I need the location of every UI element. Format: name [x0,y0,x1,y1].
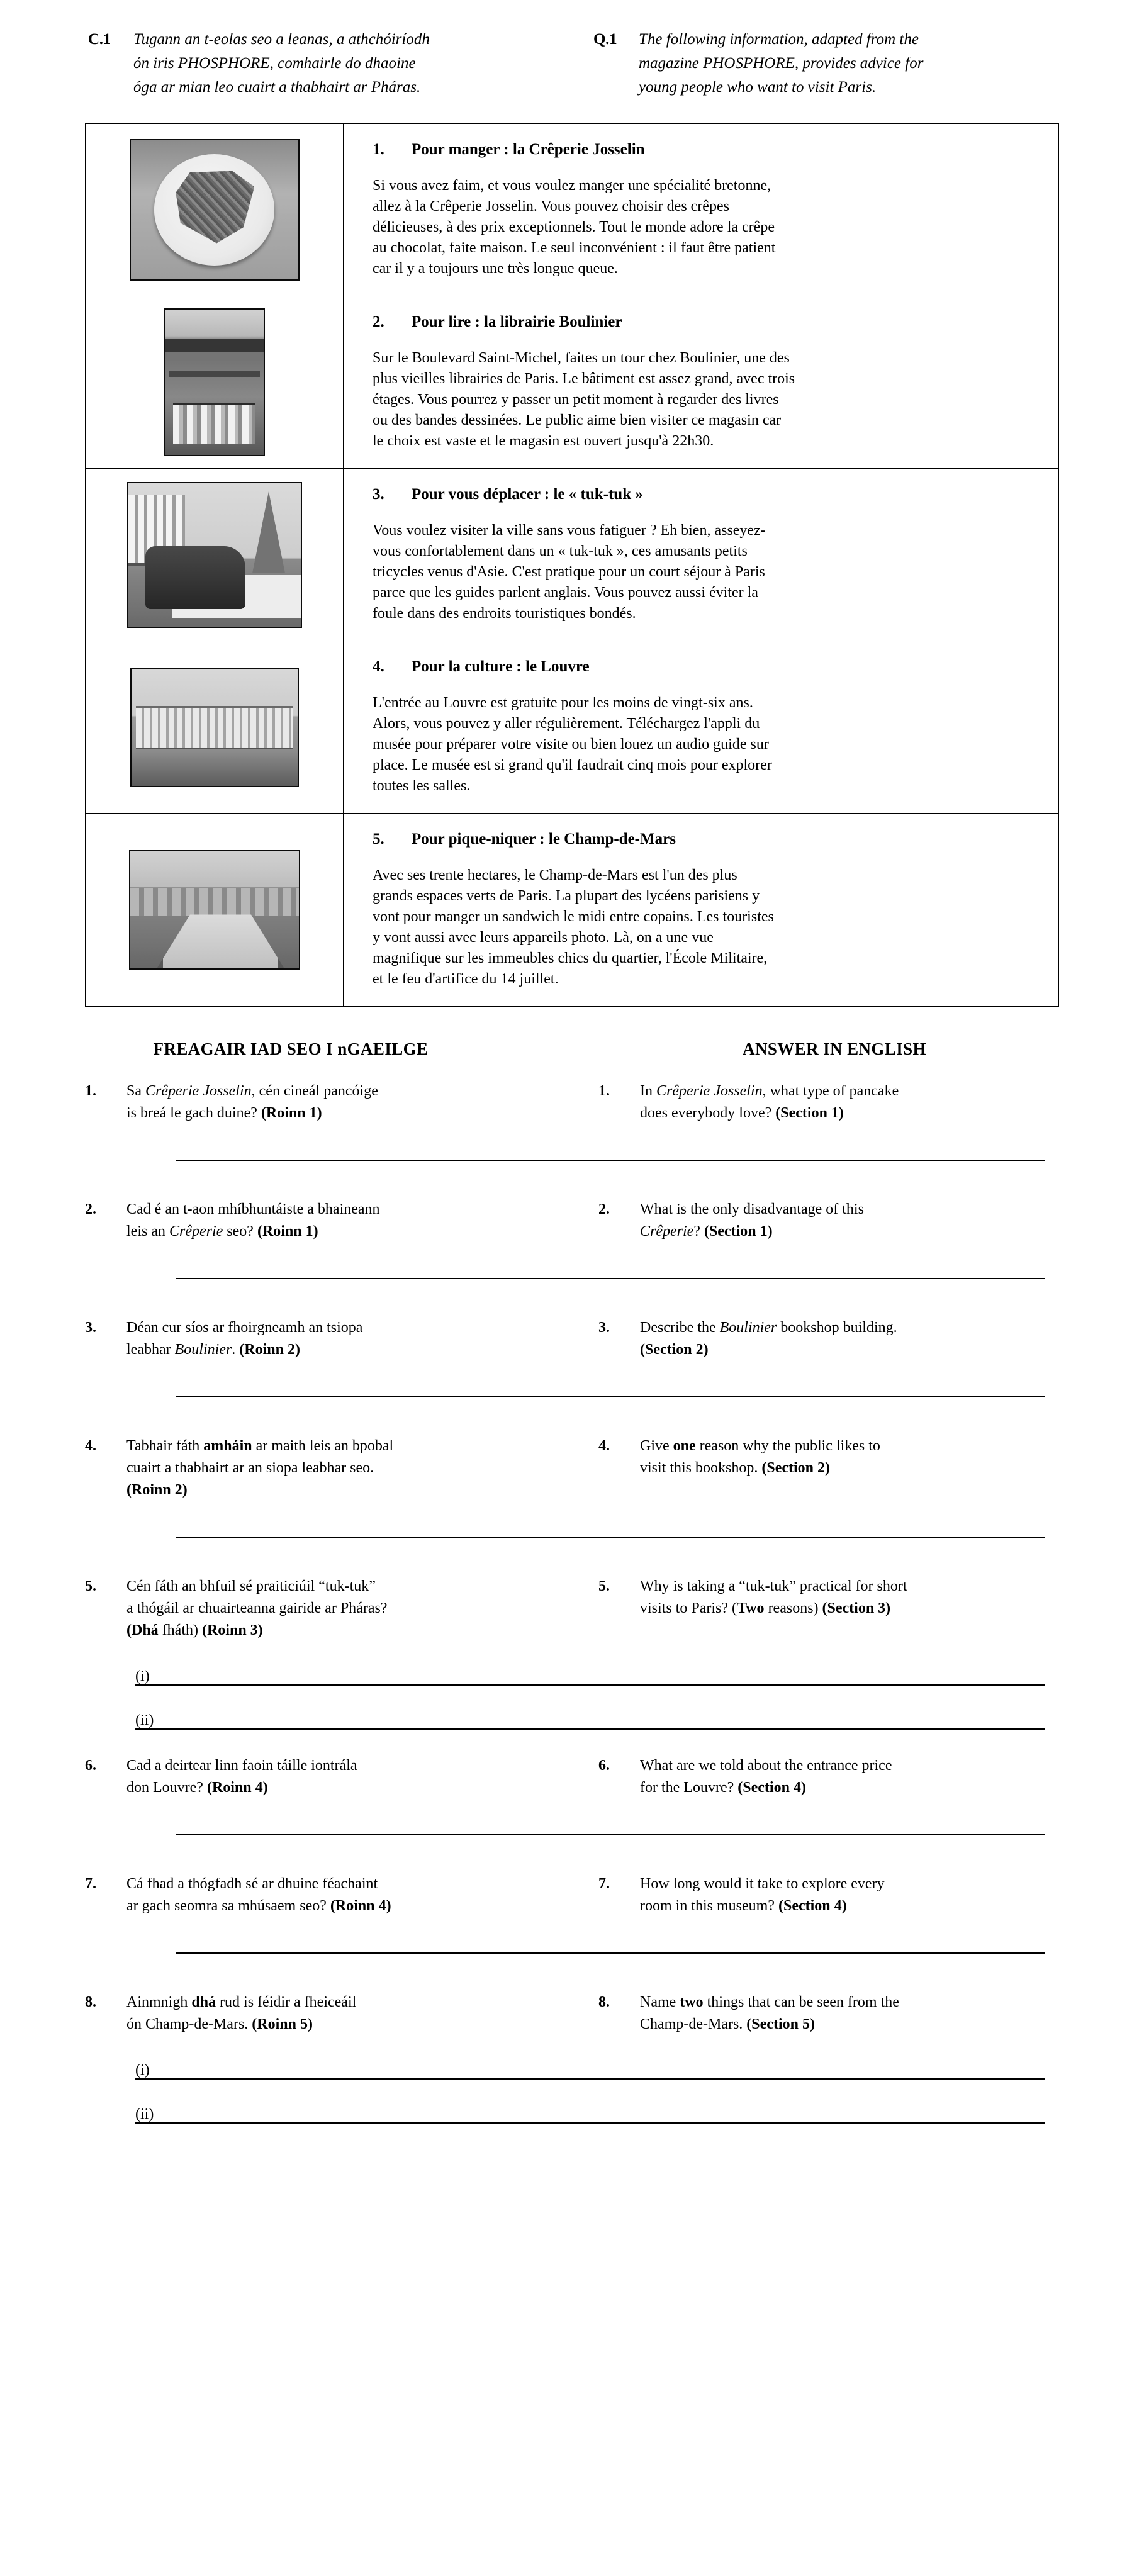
passage-heading [373,313,1029,332]
answer-subrow [85,2061,1059,2080]
text-line: (Roinn 2) [126,1482,188,1498]
answer-heading-irish: FREAGAIR IAD SEO I nGAEILGE [153,1039,429,1058]
question-irish [85,1576,572,1642]
question-text [126,1873,391,1917]
question-number: 4. [598,1438,610,1454]
question-text [640,1873,885,1917]
question-irish [85,1199,572,1243]
answer-line[interactable] [135,1728,1045,1730]
passage-image-cell [86,296,344,468]
answer-sublabel-ii: (ii) [135,1712,154,1728]
text-line: room in this museum? (Section 4) [640,1898,847,1914]
text-line: does everybody love? (Section 1) [640,1105,844,1121]
question-row [85,1199,1059,1317]
passage-row [86,124,1058,296]
question-text [640,1755,892,1799]
question-row [85,1576,1059,1755]
question-number: 6. [85,1757,96,1774]
answer-space [85,1361,1059,1396]
question-irish [85,1755,572,1799]
answer-subrow [85,1667,1059,1686]
question-text [126,1080,378,1124]
passage-heading [373,658,1029,676]
question-english [572,1199,1059,1243]
answer-line[interactable] [135,1684,1045,1686]
question-row [85,1755,1059,1873]
text-line: allez à la Crêperie Josselin. Vous pouvez choisir des crêpes [373,198,729,215]
answer-line[interactable] [135,2122,1045,2124]
answer-space-after [85,1835,1059,1873]
text-line: óga ar mian leo cuairt a thabhairt ar Pháras. [133,79,421,96]
text-line: délicieuses, à des prix exceptionnels. Tout le monde adore la crêpe [373,219,775,235]
question-irish [85,1317,572,1361]
louvre-photo [130,668,299,787]
question-number: 3. [598,1319,610,1336]
text-line: (Dhá fháth) (Roinn 3) [126,1622,263,1638]
intro-english [578,28,1068,99]
answer-space [85,1124,1059,1160]
question-number: 1. [85,1083,96,1099]
text-line: The following information, adapted from the [639,31,919,48]
text-line: Cén fáth an bhfuil sé praiticiúil “tuk-tuk” [126,1578,376,1594]
text-line: leis an Crêperie seo? (Roinn 1) [126,1223,318,1240]
question-columns [85,1080,1059,1124]
text-line: y vont aussi avec leurs appareils photo. Là, on a une vue [373,929,714,946]
intro-rubric [0,0,1144,99]
question-text [126,1755,357,1799]
question-english [572,1755,1059,1799]
answer-line[interactable] [135,2078,1045,2080]
question-english [572,1873,1059,1917]
text-line: Name two things that can be seen from the [640,1994,899,2010]
passage-heading [373,140,1029,159]
question-english [572,1576,1059,1642]
text-line: (Section 2) [640,1341,709,1358]
text-line: What are we told about the entrance price [640,1757,892,1774]
question-number: 2. [598,1201,610,1218]
text-line: Déan cur síos ar fhoirgneamh an tsiopa [126,1319,363,1336]
bookshop-photo [164,308,265,456]
answer-space-after [85,1397,1059,1435]
question-list [85,1080,1059,2149]
text-line: Si vous avez faim, et vous voulez manger une spécialité bretonne, [373,177,771,194]
text-line: a thógáil ar chuairteanna gairide ar Pháras? [126,1600,388,1616]
question-number: 2. [85,1201,96,1218]
question-columns [85,1755,1059,1799]
text-line: How long would it take to explore every [640,1876,885,1892]
passage-row [86,641,1058,814]
passage-number: 3. [373,486,384,503]
text-line: Avec ses trente hectares, le Champ-de-Mars est l'un des plus [373,867,737,883]
text-line: visit this bookshop. (Section 2) [640,1460,831,1476]
text-line: Sur le Boulevard Saint-Michel, faites un tour chez Boulinier, une des [373,350,790,366]
passage-number: 1. [373,141,384,158]
question-english [572,1435,1059,1501]
passage-title: Pour vous déplacer : le « tuk-tuk » [412,486,643,503]
text-line: Tugann an t-eolas seo a leanas, a athchóiríodh [133,31,430,48]
passage-image-cell [86,814,344,1006]
passage-title: Pour lire : la librairie Boulinier [412,313,622,330]
text-line: Sa Crêperie Josselin, cén cineál pancóige [126,1083,378,1099]
text-line: L'entrée au Louvre est gratuite pour les moins de vingt-six ans. [373,695,753,711]
answer-subrow [85,1711,1059,1730]
question-number: 7. [598,1876,610,1892]
passage-text-cell [344,469,1058,641]
answer-space-after [85,1279,1059,1317]
passage-image-cell [86,469,344,641]
answer-headings [85,1039,1059,1059]
question-english [572,1317,1059,1361]
answer-sublabel-i: (i) [135,2062,150,2078]
answer-space [85,1686,1059,1711]
text-line: Alors, vous pouvez y aller régulièrement. Téléchargez l'appli du [373,715,760,732]
question-irish [85,1080,572,1124]
passage-text-cell [344,814,1058,1006]
question-columns [85,1435,1059,1501]
question-number: 1. [598,1083,610,1099]
passage-row [86,814,1058,1007]
text-line: vont pour manger un sandwich le midi entre copains. Les touristes [373,909,774,925]
answer-subrow [85,2105,1059,2124]
answer-space-after [85,1161,1059,1199]
text-line: Give one reason why the public likes to [640,1438,880,1454]
text-line: leabhar Boulinier. (Roinn 2) [126,1341,300,1358]
question-irish [85,1991,572,2036]
question-text [126,1199,380,1243]
passage-heading [373,830,1029,849]
passage-number: 5. [373,831,384,848]
passage-text-cell [344,296,1058,468]
question-number: 8. [85,1994,96,2010]
answer-heading-english: ANSWER IN ENGLISH [743,1039,926,1058]
reading-passage-table [85,123,1059,1007]
text-line: Tabhair fáth amháin ar maith leis an bpobal [126,1438,394,1454]
answer-space-after [85,1730,1059,1755]
question-number: 4. [85,1438,96,1454]
question-columns [85,1317,1059,1361]
text-line: Cad a deirtear linn faoin táille iontrála [126,1757,357,1774]
question-number: 6. [598,1757,610,1774]
answer-space [85,1642,1059,1667]
answer-space [85,1501,1059,1537]
text-line: magazine PHOSPHORE, provides advice for [639,55,924,72]
passage-body [373,520,1029,624]
question-text [640,1576,907,1642]
text-line: toutes les salles. [373,778,471,794]
intro-english-text [639,28,923,99]
question-number: 8. [598,1994,610,2010]
text-line: Describe the Boulinier bookshop building. [640,1319,897,1336]
passage-text-cell [344,641,1058,813]
passage-title: Pour la culture : le Louvre [412,658,590,675]
passage-number: 2. [373,313,384,330]
text-line: Crêperie? (Section 1) [640,1223,773,1240]
intro-english-label: Q.1 [593,31,617,48]
text-line: What is the only disadvantage of this [640,1201,864,1218]
question-row [85,1873,1059,1991]
answer-space-after [85,2124,1059,2149]
passage-body [373,693,1029,797]
text-line: In Crêperie Josselin, what type of pancake [640,1083,899,1099]
intro-irish-text [133,28,430,99]
text-line: le choix est vaste et le magasin est ouvert jusqu'à 22h30. [373,433,714,449]
question-text [640,1435,880,1501]
question-number: 7. [85,1876,96,1892]
text-line: cuairt a thabhairt ar an siopa leabhar seo. [126,1460,374,1476]
answer-space-after [85,1954,1059,1991]
answer-sublabel-i: (i) [135,1668,150,1684]
question-text [640,1080,899,1124]
tuktuk-photo [127,482,302,628]
passage-text-cell [344,124,1058,296]
answer-space [85,2080,1059,2105]
passage-title: Pour manger : la Crêperie Josselin [412,141,645,158]
text-line: don Louvre? (Roinn 4) [126,1779,268,1796]
text-line: parce que les guides parlent anglais. Vous pouvez aussi éviter la [373,585,758,601]
intro-irish [88,28,578,99]
text-line: vous confortablement dans un « tuk-tuk », ces amusants petits [373,543,748,559]
text-line: Ainmnigh dhá rud is féidir a fheiceáil [126,1994,357,2010]
answer-space [85,2036,1059,2061]
text-line: Cad é an t-aon mhíbhuntáiste a bhaineann [126,1201,380,1218]
text-line: ón iris PHOSPHORE, comhairle do dhaoine [133,55,416,72]
text-line: tricycles venus d'Asie. C'est pratique pour un court séjour à Paris [373,564,765,580]
text-line: foule dans des endroits touristiques bondés. [373,605,636,622]
answer-sublabel-ii: (ii) [135,2106,154,2122]
text-line: Vous voulez visiter la ville sans vous fatiguer ? Eh bien, asseyez- [373,522,766,539]
text-line: ou des bandes dessinées. Le public aime bien visiter ce magasin car [373,412,782,428]
question-text [126,1435,393,1501]
question-text [126,1317,362,1361]
question-columns [85,1199,1059,1243]
crepe-photo [130,139,300,281]
intro-irish-label: C.1 [88,31,111,48]
text-line: is breá le gach duine? (Roinn 1) [126,1105,322,1121]
question-text [640,1991,899,2036]
text-line: car il y a toujours une très longue queue. [373,260,618,277]
question-irish [85,1873,572,1917]
text-line: Cá fhad a thógfadh sé ar dhuine féachaint [126,1876,378,1892]
answer-space-after [85,1538,1059,1576]
question-row [85,1991,1059,2149]
passage-row [86,469,1058,641]
question-row [85,1080,1059,1199]
text-line: place. Le musée est si grand qu'il faudrait cinq mois pour explorer [373,757,772,773]
text-line: plus vieilles librairies de Paris. Le bâtiment est assez grand, avec trois [373,371,795,387]
passage-body [373,865,1029,990]
question-columns [85,1991,1059,2036]
question-irish [85,1435,572,1501]
passage-image-cell [86,641,344,813]
question-english [572,1080,1059,1124]
passage-heading [373,485,1029,504]
passage-image-cell [86,124,344,296]
passage-number: 4. [373,658,384,675]
text-line: ar gach seomra sa mhúsaem seo? (Roinn 4) [126,1898,391,1914]
text-line: au chocolat, faite maison. Le seul inconvénient : il faut être patient [373,240,776,256]
question-text [640,1199,864,1243]
eiffel-tower-icon [252,491,285,573]
text-line: Why is taking a “tuk-tuk” practical for short [640,1578,907,1594]
question-english [572,1991,1059,2036]
text-line: grands espaces verts de Paris. La plupart des lycéens parisiens y [373,888,760,904]
question-columns [85,1576,1059,1642]
passage-body [373,176,1029,279]
text-line: Champ-de-Mars. (Section 5) [640,2016,815,2032]
text-line: young people who want to visit Paris. [639,79,877,96]
text-line: étages. Vous pourrez y passer un petit moment à regarder des livres [373,391,779,408]
question-number: 5. [85,1578,96,1594]
question-text [126,1576,387,1642]
text-line: ón Champ-de-Mars. (Roinn 5) [126,2016,313,2032]
question-number: 3. [85,1319,96,1336]
text-line: musée pour préparer votre visite ou bien louez un audio guide sur [373,736,769,753]
question-columns [85,1873,1059,1917]
answer-space [85,1243,1059,1278]
passage-title: Pour pique-niquer : le Champ-de-Mars [412,831,676,848]
text-line: for the Louvre? (Section 4) [640,1779,806,1796]
answer-space [85,1799,1059,1834]
text-line: et le feu d'artifice du 14 juillet. [373,971,559,987]
passage-body [373,348,1029,452]
answer-space [85,1917,1059,1952]
text-line: visits to Paris? (Two reasons) (Section 3) [640,1600,891,1616]
champ-de-mars-photo [129,850,300,970]
text-line: magnifique sur les immeubles chics du quartier, l'École Militaire, [373,950,768,966]
question-text [640,1317,897,1361]
question-row [85,1317,1059,1435]
question-number: 5. [598,1578,610,1594]
question-row [85,1435,1059,1576]
question-text [126,1991,356,2036]
passage-row [86,296,1058,469]
